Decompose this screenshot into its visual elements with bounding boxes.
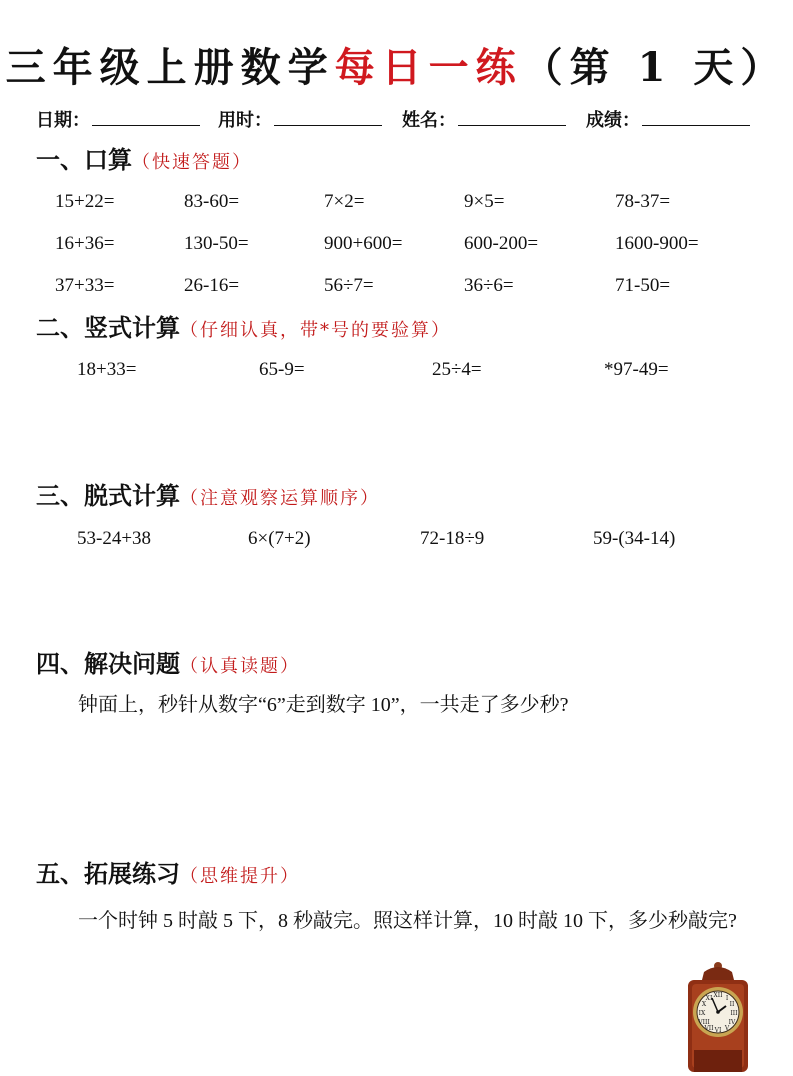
svg-text:IV: IV [728, 1019, 736, 1026]
vertical-problem: 18+33= [77, 359, 137, 380]
oral-problem: 15+22= [55, 191, 115, 212]
stepwise-problem: 53-24+38 [77, 528, 152, 549]
section-vertical-heading [36, 310, 451, 349]
oral-problem: 1600-900= [615, 233, 699, 254]
section-vertical-title: 二、竖式计算 [36, 313, 180, 342]
section-stepwise-hint: （注意观察运算顺序） [180, 488, 380, 509]
vertical-problem: 65-9= [259, 359, 305, 380]
svg-text:IX: IX [698, 1010, 706, 1017]
oral-problem: 7×2= [324, 191, 365, 212]
section-extension-hint: （思维提升） [180, 866, 300, 887]
oral-problem: 900+600= [324, 233, 403, 254]
svg-text:I: I [725, 995, 729, 1002]
oral-problem: 16+36= [55, 233, 115, 254]
section-problem-title: 四、解决问题 [36, 649, 180, 678]
time-used-blank[interactable] [274, 103, 382, 126]
oral-problem: 9×5= [464, 191, 505, 212]
svg-text:II: II [729, 1001, 735, 1008]
section-extension-heading [36, 856, 300, 895]
title-day: （第 1 天） [522, 44, 788, 91]
info-line [36, 103, 766, 135]
time-used-field[interactable] [218, 103, 382, 137]
oral-problem: 130-50= [184, 233, 249, 254]
score-blank[interactable] [642, 103, 750, 126]
score-field[interactable] [586, 103, 750, 137]
vertical-problem: 25÷4= [432, 359, 482, 380]
oral-problem: 78-37= [615, 191, 671, 212]
svg-text:VI: VI [714, 1027, 722, 1034]
date-field[interactable] [36, 103, 200, 137]
time-used-label: 用时： [218, 110, 272, 131]
oral-problem: 83-60= [184, 191, 240, 212]
oral-problem: 71-50= [615, 275, 671, 296]
section-oral-title: 一、口算 [36, 145, 132, 174]
svg-text:III: III [730, 1010, 738, 1017]
section-stepwise-title: 三、脱式计算 [36, 481, 180, 510]
oral-problem: 26-16= [184, 275, 240, 296]
stepwise-problem: 72-18÷9 [420, 528, 485, 549]
name-blank[interactable] [458, 103, 566, 126]
title-highlight: 每日一练 [334, 44, 523, 91]
mantel-clock-illustration [682, 960, 754, 1072]
svg-text:XII: XII [713, 992, 723, 999]
svg-text:X: X [701, 1001, 707, 1008]
stepwise-problem: 59-(34-14) [593, 528, 676, 549]
word-problem-text: 钟面上，秒针从数字“6”走到数字 10”，一共走了多少秒? [78, 694, 569, 716]
section-extension-title: 五、拓展练习 [36, 859, 180, 888]
oral-problem: 56÷7= [324, 275, 374, 296]
oral-problem: 600-200= [464, 233, 539, 254]
section-problem-heading [36, 646, 300, 685]
title-main: 三年级上册数学 [5, 44, 335, 91]
date-blank[interactable] [92, 103, 200, 126]
score-label: 成绩： [586, 110, 640, 131]
name-field[interactable] [402, 103, 566, 137]
clock-icon [682, 960, 754, 1072]
section-stepwise-heading [36, 478, 380, 517]
svg-text:VIII: VIII [698, 1019, 710, 1026]
date-label: 日期： [36, 110, 90, 131]
section-oral-hint: （快速答题） [132, 152, 252, 173]
oral-problem: 37+33= [55, 275, 115, 296]
section-vertical-hint: （仔细认真，带*号的要验算） [180, 320, 451, 341]
worksheet-title [0, 38, 793, 98]
extension-problem-text: 一个时钟 5 时敲 5 下，8 秒敲完。照这样计算，10 时敲 10 下，多少秒敲完? [78, 910, 737, 932]
stepwise-problem: 6×(7+2) [248, 528, 311, 549]
svg-text:XI: XI [705, 995, 713, 1002]
svg-text:VII: VII [704, 1025, 714, 1032]
name-label: 姓名： [402, 110, 456, 131]
oral-problem: 36÷6= [464, 275, 514, 296]
section-oral-heading [36, 142, 252, 181]
svg-text:V: V [724, 1025, 730, 1032]
section-problem-hint: （认真读题） [180, 656, 300, 677]
vertical-problem: *97-49= [604, 359, 669, 380]
